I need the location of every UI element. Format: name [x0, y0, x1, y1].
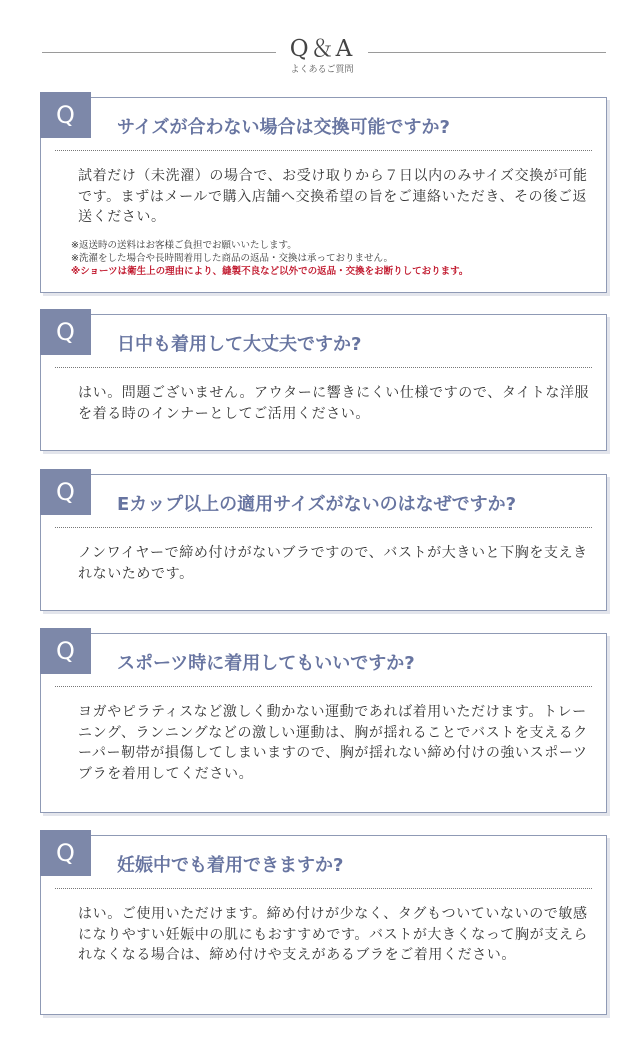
- dotted-divider: [55, 367, 592, 368]
- dotted-divider: [55, 527, 592, 528]
- answer-text: 試着だけ（未洗濯）の場合で、お受け取りから７日以内のみサイズ交換が可能です。まずはメールで購入店舗へ交換希望の旨をご連絡いただき、その後ご返送ください。: [78, 168, 588, 225]
- qa-item-sports: [40, 633, 607, 813]
- q-badge: Q: [40, 628, 91, 674]
- qa-item-pregnancy: [40, 835, 607, 1015]
- q-badge: Q: [40, 469, 91, 515]
- q-badge: Q: [40, 830, 91, 876]
- qa-header: [0, 0, 640, 90]
- q-badge: Q: [40, 92, 91, 138]
- page-title: Q＆A: [289, 36, 355, 62]
- page-subtitle: よくあるご質問: [290, 65, 354, 75]
- dotted-divider: [55, 888, 592, 889]
- dotted-divider: [55, 150, 592, 151]
- answer-text: はい。問題ございません。アウターに響きにくい仕様ですので、タイトな洋服を着る時のインナーとしてご活用ください。: [78, 385, 590, 422]
- qa-item-e-cup: [40, 474, 607, 611]
- note-washed: ※洗濯をした場合や長時間着用した商品の返品・交換は承っておりません。: [71, 253, 394, 264]
- question-text: スポーツ時に着用してもいいですか?: [117, 653, 415, 674]
- dotted-divider: [55, 686, 592, 687]
- answer-text: ヨガやピラティスなど激しく動かない運動であれば着用いただけます。トレーニング、ランニングなどの激しい運動は、胸が揺れることでバストを支えるクーパー靭帯が損傷してしまいますので、胸が揺れない締め付けの強いスポーツブラを着用してください。: [78, 704, 588, 782]
- header-rule-left: [42, 52, 276, 53]
- question-text: 妊娠中でも着用できますか?: [117, 855, 344, 876]
- question-text: サイズが合わない場合は交換可能ですか?: [117, 117, 450, 138]
- qa-item-daytime: [40, 314, 607, 451]
- header-rule-right: [368, 52, 606, 53]
- note-shipping: ※返送時の送料はお客様ご負担でお願いいたします。: [71, 240, 297, 251]
- qa-item-size-exchange: [40, 97, 607, 293]
- answer-text: ノンワイヤーで締め付けがないブラですので、バストが大きいと下胸を支えきれないためです。: [78, 545, 588, 582]
- q-badge: Q: [40, 309, 91, 355]
- notes: [71, 239, 602, 278]
- question-text: Eカップ以上の適用サイズがないのはなぜですか?: [117, 494, 517, 515]
- question-text: 日中も着用して大丈夫ですか?: [117, 334, 362, 355]
- note-warning: ※ショーツは衛生上の理由により、縫製不良など以外での返品・交換をお断りしております。: [71, 266, 469, 277]
- answer-text: はい。ご使用いただけます。締め付けが少なく、タグもついていないので敏感になりやすい妊娠中の肌にもおすすめです。バストが大きくなって胸が支えられなくなる場合は、締め付けや支えがあるブラをご着用ください。: [78, 906, 589, 963]
